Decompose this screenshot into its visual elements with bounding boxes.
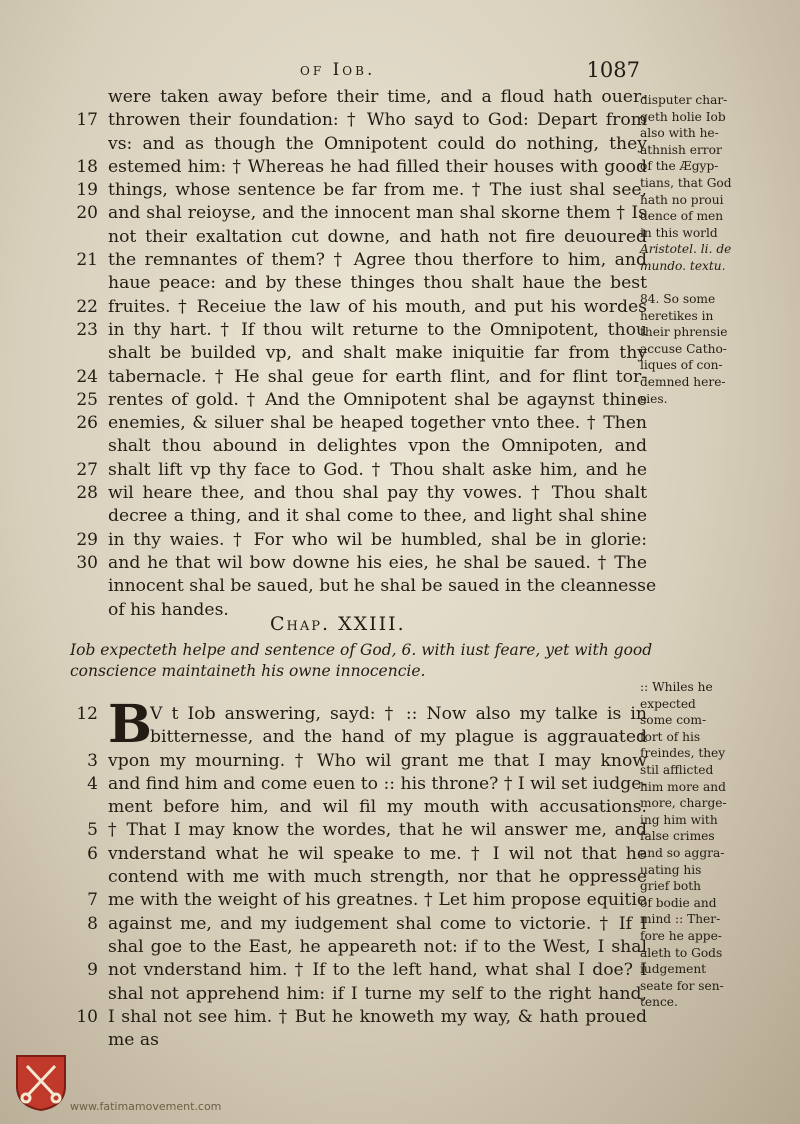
text-line [72,703,647,726]
text-line [72,726,647,749]
text-line [72,1029,647,1052]
margin-note-line: iudgement [640,962,707,977]
verse-text: vnderstand what he wil speake to me. † I wil not that he [108,843,647,864]
margin-note-line: geth holie Iob [640,109,726,124]
verse-number: 23 [76,319,98,340]
margin-note-line: ing him with [640,812,718,827]
verse-text: were taken away before their time, and a floud hath ouer- [108,87,647,107]
margin-note-line: liques of con- [640,358,723,373]
verse-text: against me, and my iudgement shal come to victorie. † If I [108,913,647,934]
text-line [72,272,647,295]
verse-number: 18 [76,156,98,177]
verse-text: shal goe to the East, he appeareth not: if to the West, I shal [108,936,647,957]
argument-line: Iob expecteth helpe and sentence of God, 6. with iust feare, yet with good [70,641,653,659]
text-line [72,796,647,819]
verse-number: 6 [87,843,98,864]
argument-line: conscience maintaineth his owne innocencie. [70,662,426,680]
page-header [100,60,640,88]
margin-note-disputer [640,92,758,275]
text-line [72,750,647,773]
verse-number: 3 [87,750,98,771]
margin-note-line: expected [640,696,696,711]
running-title: of Iob. [300,60,376,80]
margin-note-line: demned here- [640,374,726,389]
margin-note-line: stil afflicted [640,762,714,777]
margin-note-line: dence of men [640,209,724,224]
margin-note-line: mind :: Ther- [640,912,721,927]
verse-text: shalt be builded vp, and shalt make iniquitie far from thy [108,343,647,364]
verse-text: things, whose sentence be far from me. † The iust shal see, [108,180,647,201]
text-line [72,913,647,936]
text-line [72,319,647,342]
margin-note-line: mundo. textu. [640,258,726,273]
text-line [72,983,647,1006]
verse-text: wil heare thee, and thou shal pay thy vowes. † Thou shalt [108,483,647,504]
margin-note-line: false crimes [640,829,715,844]
verse-number: 22 [76,296,98,317]
text-line [72,109,647,132]
margin-note-line: sies. [640,391,668,406]
verse-text: and he that wil bow downe his eies, he shal be saued. † The [108,552,647,573]
text-line [72,482,647,505]
verse-number: 27 [76,459,98,480]
verse-text: shalt lift vp thy face to God. † Thou shalt aske him, and he [108,459,647,480]
text-line [72,249,647,272]
verse-number: 8 [87,913,98,934]
verse-number: 12 [76,704,98,724]
chapter-23-text [72,694,648,1052]
verse-number: 5 [87,820,98,841]
margin-note-line: tians, that God [640,175,732,190]
margin-note-line: some com- [640,713,707,728]
margin-note-line: grief both [640,879,702,894]
verse-text: not their exaltation cut downe, and hath not fire deuoured [108,226,647,247]
verse-text: me as [108,1030,160,1051]
verse-text: † That I may know the wordes, that he wil answer me, and [108,820,647,841]
text-line [72,819,647,842]
verse-number: 9 [87,960,98,981]
margin-note-line: aleth to Gods [640,945,723,960]
verse-text: rentes of gold. † And the Omnipotent shal be agaynst thine [108,389,647,410]
verse-number: 26 [76,413,98,434]
papal-keys-emblem-icon [13,1052,69,1112]
text-line [72,202,647,225]
verse-text: shal not apprehend him: if I turne my self to the right hand, [108,983,647,1004]
text-line [72,389,647,412]
verse-text: haue peace: and by these thinges thou shalt haue the best [108,273,647,294]
chapter-argument [70,640,653,682]
margin-note-line: more, charge- [640,796,727,811]
margin-note-line: uating his [640,862,702,877]
margin-note-line: seate for sen- [640,978,724,993]
margin-note-line: tence. [640,995,678,1010]
text-line [72,575,657,598]
text-line [72,959,647,982]
verse-text: innocent shal be saued, but he shal be saued in the cleannesse [108,576,657,597]
margin-note-line: their phrensie [640,325,728,340]
watermark: www.fatimamovement.com [70,1100,222,1113]
verse-number: 7 [87,890,98,911]
margin-note-line: fore he appe- [640,928,722,943]
margin-note-line: athnish error [640,142,722,157]
margin-note-line: disputer char- [640,93,728,107]
text-line [72,366,647,389]
text-line [72,773,647,796]
margin-note-line: Aristotel. li. de [640,242,732,257]
verse-text: in thy waies. † For who wil be humbled, shal be in glorie: [108,529,647,550]
verse-number: 10 [76,1006,98,1027]
text-line [72,459,647,482]
text-line [72,156,647,179]
verse-number: 17 [76,110,98,131]
margin-note-whiles [640,679,758,1011]
verse-number: 21 [76,250,98,271]
text-line [72,889,647,912]
margin-note-line: heretikes in [640,308,714,323]
verse-text: decree a thing, and it shal come to thee, and light shal shine [108,506,647,527]
text-line [72,179,647,202]
verse-text: and find him and come euen to :: his throne? † I wil set iudge- [108,773,648,794]
text-line [72,1006,647,1029]
verse-text: of his handes. [108,599,229,620]
verse-text: vs: and as though the Omnipotent could do nothing, they [108,133,647,154]
margin-note-line: :: Whiles he [640,680,713,694]
text-line [72,342,647,365]
text-line [72,133,647,156]
margin-note-line: freindes, they [640,746,726,761]
text-line [72,86,647,109]
verse-number: 19 [76,180,98,201]
margin-note-line: of the Ægyp- [640,159,719,174]
text-line [72,866,647,889]
verse-number: 4 [87,773,98,794]
verse-text: fruites. † Receiue the law of his mouth, and put his wordes [108,296,647,317]
verse-number: 25 [76,389,98,410]
text-line [72,296,647,319]
text-line [72,412,647,435]
verse-text: throwen their foundation: † Who sayd to God: Depart from [108,110,647,131]
text-line [72,226,647,249]
verse-text: enemies, & siluer shal be heaped together vnto thee. † Then [108,413,647,434]
verse-text: tabernacle. † He shal geue for earth flint, and for flint tor- [108,366,647,387]
verse-number: 28 [76,483,98,504]
verse-text: in thy hart. † If thou wilt returne to the Omnipotent, thou [108,319,647,340]
verse-text: and shal reioyse, and the innocent man shal skorne them † Is [108,203,647,224]
verse-text: contend with me with much strength, nor that he oppresse [108,867,647,888]
margin-note-line: of bodie and [640,895,717,910]
margin-note-line: him more and [640,779,726,794]
verse-text: shalt thou abound in delightes vpon the Omnipoten, and [108,436,647,457]
margin-note-line: accuse Catho- [640,341,727,356]
verse-text: I shal not see him. † But he knoweth my way, & hath proued [108,1006,647,1027]
margin-note-line: also with he- [640,126,719,141]
verse-text: vpon my mourning. † Who wil grant me that I may know [108,750,647,771]
margin-note-line: in this world [640,225,718,240]
text-line [72,843,647,866]
margin-note-line: fort of his [640,729,701,744]
verse-number: 20 [76,203,98,224]
verse-number: 30 [76,552,98,573]
text-line [72,936,647,959]
text-line [72,435,647,458]
chapter-title: Chap. XXIII. [270,613,406,635]
verse-text: V t Iob answering, sayd: † :: Now also my talke is in [150,704,647,724]
margin-note-line: hath no proui [640,192,724,207]
verse-text: me with the weight of his greatnes. † Let him propose equitie [108,890,647,911]
page-number: 1087 [586,58,640,82]
verse-text: not vnderstand him. † If to the left hand, what shal I doe? I [108,960,647,981]
margin-note-line: 84. So some [640,292,716,306]
drop-cap: B [108,694,152,755]
margin-note-line: and so aggra- [640,845,725,860]
verse-text: ment before him, and wil fil my mouth with accusations. [108,797,647,818]
text-line [72,529,647,552]
text-line [72,505,647,528]
verse-text: bitternesse, and the hand of my plague is aggrauated [150,727,647,748]
verse-text: the remnantes of them? † Agree thou therfore to him, and [108,250,647,271]
verse-number: 24 [76,366,98,387]
text-line [72,552,647,575]
verse-number: 29 [76,529,98,550]
margin-note-heretikes [640,291,758,407]
verse-text: estemed him: † Whereas he had filled their houses with good [108,156,647,177]
